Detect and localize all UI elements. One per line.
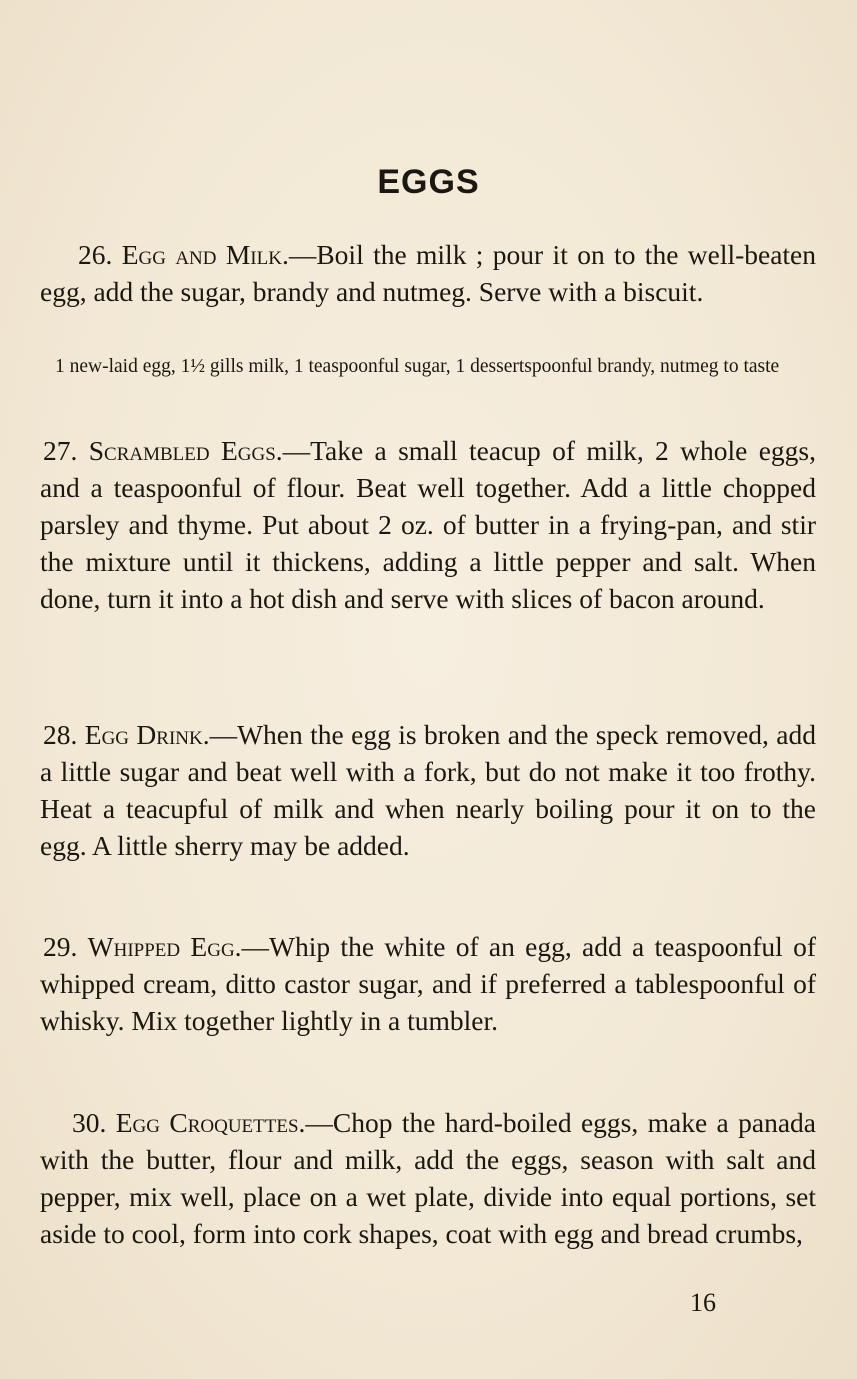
recipe-text: —Chop the hard-boiled eggs, make a panada with the butter, flour and milk, add the eggs, season with salt and pepper, mix well, place on a wet plate, divide into equal portions, set aside to cool, form into cork shapes, coat with egg and bread crumbs, <box>40 1107 816 1249</box>
recipe-paragraph <box>40 716 816 864</box>
recipe-paragraph <box>40 1104 816 1252</box>
recipe-text: —Whip the white of an egg, add a teaspoonful of whipped cream, ditto castor sugar, and if preferred a tablespoonful of whisky. Mix together lightly in a tumbler. <box>40 931 816 1036</box>
recipe-title: Whipped Egg. <box>87 931 242 962</box>
recipe-number: 28. <box>43 719 78 750</box>
page-number: 16 <box>690 1288 716 1317</box>
recipe-number: 26. <box>78 239 113 270</box>
recipe-number: 30. <box>72 1107 107 1138</box>
recipe-number: 27. <box>43 435 78 466</box>
recipe-text: —Boil the milk ; pour it on to the well-beaten egg, add the sugar, brandy and nutmeg. Serve with a biscuit. <box>40 239 817 307</box>
recipe-text: —Take a small teacup of milk, 2 whole eggs, and a teaspoonful of flour. Beat well together. Add a little chopped parsley and thyme. Put about 2 oz. of butter in a frying-pan, and stir the mixture until it thickens, adding a little pepper and salt. When done, turn it into a hot dish and serve with slices of bacon around. <box>40 435 817 614</box>
ingredients-list: 1 new-laid egg, 1½ gills milk, 1 teaspoonful sugar, 1 dessertspoonful brandy, nutmeg to taste <box>55 356 780 377</box>
recipe-paragraph <box>40 236 816 310</box>
recipe-paragraph <box>40 432 816 617</box>
page-heading: EGGS <box>377 163 480 201</box>
recipe-title: Scrambled Eggs. <box>88 435 283 466</box>
recipe-number: 29. <box>43 931 78 962</box>
recipe-title: Egg and Milk. <box>121 239 289 270</box>
recipe-text: —When the egg is broken and the speck removed, add a little sugar and beat well with a fork, but do not make it too frothy. Heat a teacupful of milk and when nearly boiling pour it on to the egg. A little sherry may be added. <box>40 719 816 861</box>
recipe-title: Egg Croquettes. <box>115 1107 306 1138</box>
recipe-title: Egg Drink. <box>84 719 210 750</box>
recipe-paragraph <box>40 928 816 1039</box>
